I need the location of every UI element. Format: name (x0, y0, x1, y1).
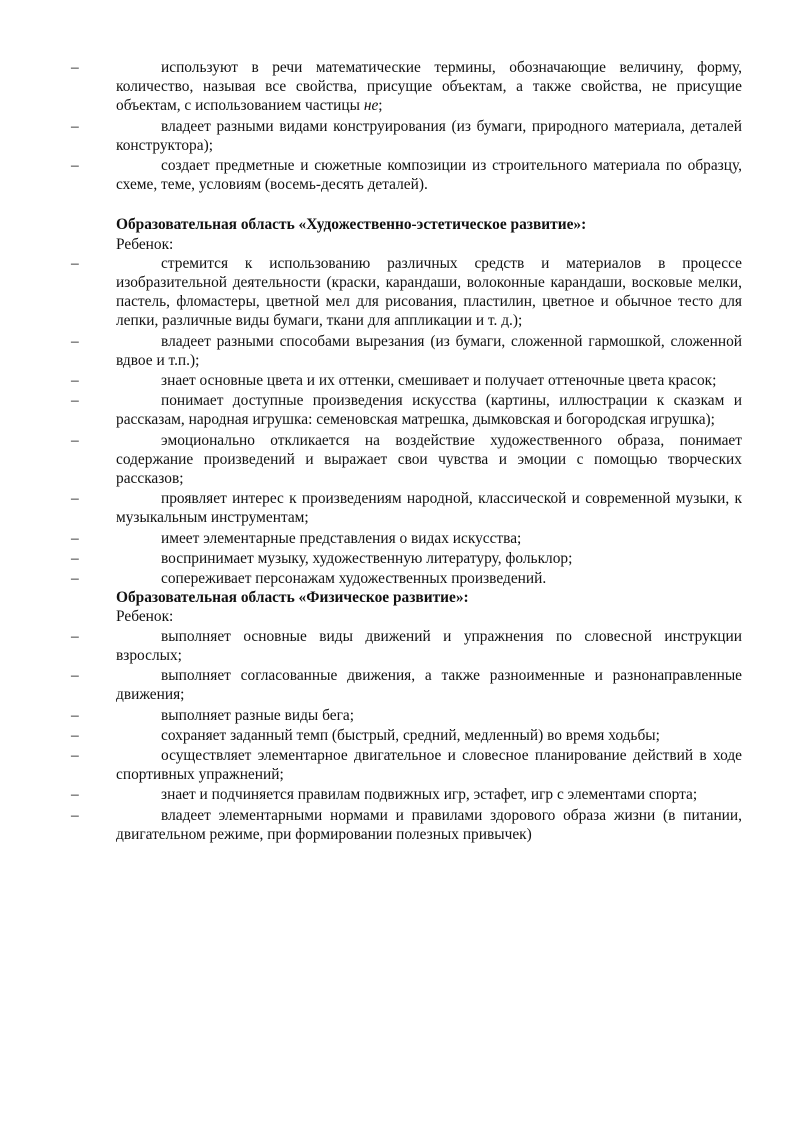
spacer (116, 194, 742, 215)
list-item: – осуществляет элементарное двигательное и словесное планирование действий в ходе спортивных упражнений; (116, 746, 742, 784)
list-item (116, 58, 742, 116)
child-label: Ребенок: (116, 235, 174, 253)
list-item: – эмоционально откликается на воздействие художественного образа, понимает содержание произведений и выражает свои чувства и эмоции с помощью творческих рассказов; (116, 431, 742, 489)
list-item: – сохраняет заданный темп (быстрый, средний, медленный) во время ходьбы; (116, 726, 742, 745)
section-heading: Образовательная область «Физическое развитие»: (116, 589, 469, 607)
list-item: – создает предметные и сюжетные композиции из строительного материала по образцу, схеме, теме, условиям (восемь-десять деталей). (116, 156, 742, 194)
list-item: – владеет элементарными нормами и правилами здорового образа жизни (в питании, двигательном режиме, при формировании полезных привычек) (116, 806, 742, 844)
list-item: – понимает доступные произведения искусства (картины, иллюстрации к сказкам и рассказам, народная игрушка: семеновская матрешка, дымковская и богородская игрушка); (116, 391, 742, 429)
list-item-text-part: ; (378, 97, 383, 115)
list-item: – сопереживает персонажам художественных произведений. (116, 569, 742, 588)
list-item: – проявляет интерес к произведениям народной, классической и современной музыки, к музыкальным инструментам; (116, 489, 742, 527)
list-item: – воспринимает музыку, художественную литературу, фольклор; (116, 549, 742, 568)
child-label: Ребенок: (116, 608, 174, 626)
list-item: – владеет разными видами конструирования (из бумаги, природного материала, деталей конструктора); (116, 117, 742, 155)
list-item: – стремится к использованию различных средств и материалов в процессе изобразительной деятельности (краски, карандаши, волоконные карандаши, восковые мелки, пастель, фломастеры, цветной мел для рисования, пластилин, цветное и обычное тесто для лепки, различные виды бумаги, ткани для аппликации и т. д.); (116, 254, 742, 331)
section-heading: Образовательная область «Художественно-эстетическое развитие»: (116, 216, 587, 234)
document-page (116, 58, 742, 844)
list-item: – знает основные цвета и их оттенки, смешивает и получает оттеночные цвета красок; (116, 371, 742, 390)
list-item: – выполняет разные виды бега; (116, 706, 742, 725)
list-item: – выполняет основные виды движений и упражнения по словесной инструкции взрослых; (116, 627, 742, 665)
list-item: – выполняет согласованные движения, а также разноименные и разнонаправленные движения; (116, 666, 742, 704)
list-item: – владеет разными способами вырезания (из бумаги, сложенной гармошкой, сложенной вдвое и т.п.); (116, 332, 742, 370)
list-item: – знает и подчиняется правилам подвижных игр, эстафет, игр с элементами спорта; (116, 785, 742, 804)
emphasis-particle: не (363, 97, 379, 115)
list-item: – имеет элементарные представления о видах искусства; (116, 529, 742, 548)
list-item-text-part: используют в речи математические термины, обозначающие величину, форму, количество, называя все свойства, присущие объектам, а также свойства, не присущие объектам, с использованием частицы (116, 59, 742, 115)
